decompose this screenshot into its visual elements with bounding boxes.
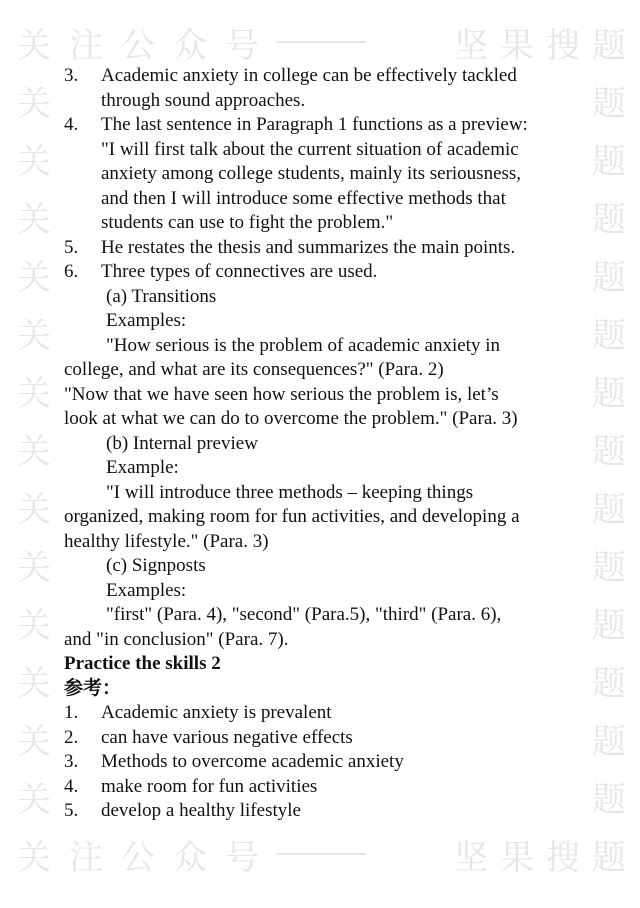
text-line — [0, 554, 640, 578]
watermark-char: 关 — [17, 141, 51, 182]
watermark-char: 关 — [17, 315, 51, 356]
text-line — [0, 481, 640, 505]
text-line — [0, 530, 640, 554]
item-number: 5. — [64, 236, 79, 258]
watermark-char: 众 — [173, 25, 207, 66]
text-line — [0, 652, 640, 676]
watermark-char: 题 — [592, 605, 626, 646]
watermark-char: 众 — [173, 837, 207, 878]
list-item — [0, 113, 640, 137]
watermark-char: 题 — [592, 141, 626, 182]
watermark-char: 关 — [17, 83, 51, 124]
text-line — [0, 211, 640, 235]
line-text: Methods to overcome academic anxiety — [101, 751, 404, 772]
line-text: healthy lifestyle." (Para. 3) — [64, 530, 269, 552]
text-line — [0, 358, 640, 382]
item-number: 2. — [64, 726, 79, 748]
text-line — [0, 383, 640, 407]
watermark-char: 题 — [592, 83, 626, 124]
line-text: look at what we can do to overcome the problem." (Para. 3) — [64, 408, 518, 429]
text-line — [0, 187, 640, 211]
line-text: and "in conclusion" (Para. 7). — [64, 628, 289, 650]
section-heading: 参考： — [64, 677, 122, 699]
item-number: 1. — [64, 702, 79, 723]
line-text: (b) Internal preview — [106, 432, 258, 454]
text-line — [0, 162, 640, 186]
line-text: college, and what are its consequences?" (Para. 2) — [64, 359, 444, 380]
line-text: The last sentence in Paragraph 1 functions as a preview: — [101, 114, 528, 135]
line-text: Examples: — [106, 579, 187, 601]
line-text: Examples: — [106, 310, 187, 331]
list-item — [0, 799, 640, 823]
watermark-char: 关 — [17, 605, 51, 646]
list-item — [0, 236, 640, 260]
watermark-char: 题 — [592, 779, 626, 820]
watermark-char: 题 — [592, 431, 626, 472]
watermark-char: 关 — [17, 837, 51, 878]
watermark-char: 关 — [17, 663, 51, 704]
watermark-char: 关 — [17, 25, 51, 66]
watermark-char: 注 — [69, 25, 103, 66]
text-line — [0, 334, 640, 358]
watermark-char: 关 — [17, 199, 51, 240]
line-text: "I will introduce three methods – keeping things — [106, 481, 474, 503]
text-line — [0, 579, 640, 603]
watermark-char: 号 — [225, 837, 259, 878]
watermark-char: 题 — [592, 721, 626, 762]
watermark-char: 题 — [592, 315, 626, 356]
watermark-char: 题 — [592, 837, 626, 878]
watermark-char: 题 — [592, 25, 626, 66]
watermark-char: 号 — [225, 25, 259, 66]
watermark-char: 关 — [17, 721, 51, 762]
list-item — [0, 260, 640, 284]
text-line — [0, 138, 640, 162]
watermark-char: 关 — [17, 431, 51, 472]
watermark-char: 题 — [592, 663, 626, 704]
text-line — [0, 677, 640, 701]
watermark-char: 关 — [17, 779, 51, 820]
section-heading: Practice the skills 2 — [64, 653, 221, 674]
text-line — [0, 505, 640, 529]
watermark-char: 题 — [592, 547, 626, 588]
item-number: 4. — [64, 114, 79, 135]
item-number: 5. — [64, 800, 79, 821]
line-text: (a) Transitions — [106, 285, 217, 307]
watermark-char: 关 — [17, 489, 51, 530]
text-line — [0, 89, 640, 113]
line-text: organized, making room for fun activities, and developing a — [64, 506, 520, 527]
line-text: Three types of connectives are used. — [101, 261, 378, 282]
line-text: students can use to fight the problem." — [101, 212, 394, 233]
watermark-char: 搜 — [546, 25, 580, 66]
line-text: (c) Signposts — [106, 555, 206, 576]
item-number: 6. — [64, 261, 79, 282]
watermark-char: 坚 — [454, 25, 488, 66]
item-number: 3. — [64, 65, 79, 86]
text-line — [0, 456, 640, 480]
item-number: 4. — [64, 775, 79, 797]
line-text: "How serious is the problem of academic anxiety in — [106, 334, 500, 356]
watermark-char: 公 — [121, 837, 155, 878]
line-text: make room for fun activities — [101, 775, 318, 797]
watermark-char: 关 — [17, 373, 51, 414]
line-text: "I will first talk about the current situation of academic — [101, 138, 519, 160]
line-text: through sound approaches. — [101, 89, 306, 111]
line-text: He restates the thesis and summarizes the main points. — [101, 236, 516, 258]
watermark-char: 题 — [592, 199, 626, 240]
watermark-char: 题 — [592, 257, 626, 298]
list-item — [0, 726, 640, 750]
watermark-char: 果 — [500, 837, 534, 878]
line-text: "Now that we have seen how serious the problem is, let’s — [64, 383, 499, 405]
watermark-char: 关 — [17, 547, 51, 588]
watermark-char: 题 — [592, 489, 626, 530]
list-item — [0, 775, 640, 799]
watermark-char: 公 — [121, 25, 155, 66]
list-item — [0, 701, 640, 725]
line-text: develop a healthy lifestyle — [101, 800, 301, 821]
line-text: "first" (Para. 4), "second" (Para.5), "third" (Para. 6), — [106, 604, 502, 625]
watermark-char: 搜 — [546, 837, 580, 878]
text-line — [0, 407, 640, 431]
line-text: can have various negative effects — [101, 726, 353, 748]
watermark-char: 注 — [69, 837, 103, 878]
text-line — [0, 285, 640, 309]
text-line — [0, 432, 640, 456]
watermark-char: 果 — [500, 25, 534, 66]
list-item — [0, 750, 640, 774]
watermark-char: 关 — [17, 257, 51, 298]
text-line — [0, 603, 640, 627]
item-number: 3. — [64, 751, 79, 772]
line-text: Academic anxiety in college can be effectively tackled — [101, 65, 517, 86]
text-line — [0, 309, 640, 333]
line-text: Academic anxiety is prevalent — [101, 702, 332, 723]
watermark-char: 题 — [592, 373, 626, 414]
text-line — [0, 628, 640, 652]
list-item — [0, 64, 640, 88]
watermark-char: 坚 — [454, 837, 488, 878]
line-text: anxiety among college students, mainly its seriousness, — [101, 163, 522, 184]
line-text: and then I will introduce some effective methods that — [101, 187, 506, 209]
line-text: Example: — [106, 457, 179, 478]
